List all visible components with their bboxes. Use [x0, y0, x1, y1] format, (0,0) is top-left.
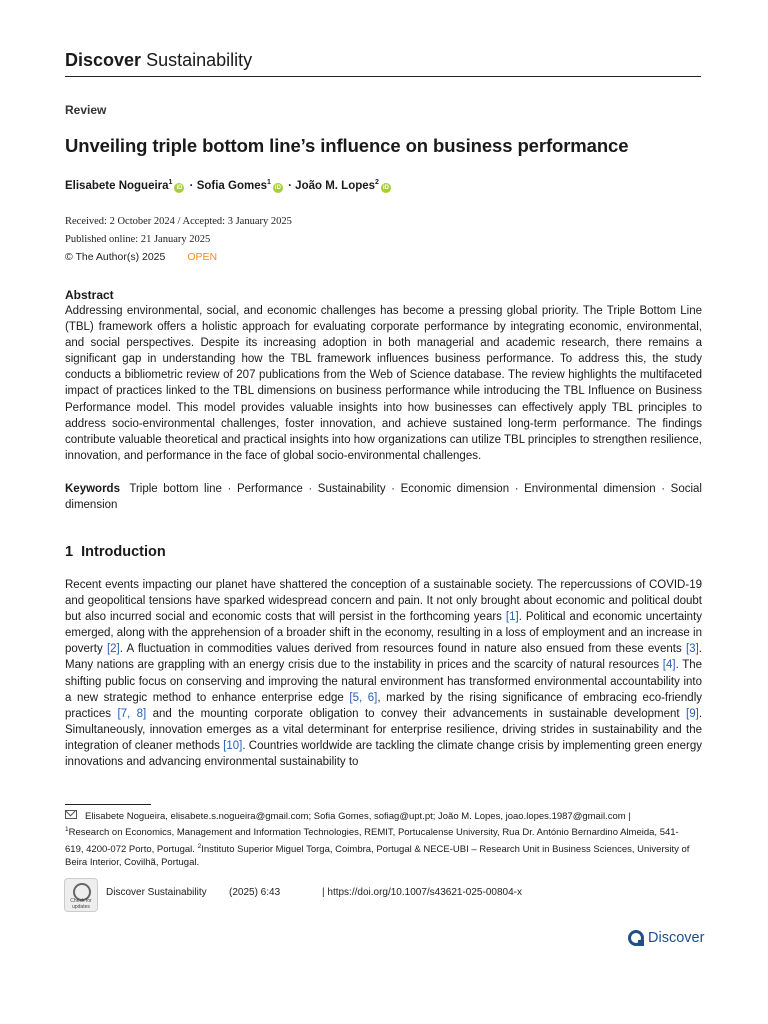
- author-name[interactable]: Elisabete Nogueira: [65, 179, 169, 192]
- citation-link[interactable]: [5, 6]: [349, 691, 378, 704]
- affiliation-2: Instituto Superior Miguel Torga, Coimbra, Portugal & NECE-UBI – Research Unit in Business Sciences, University of Beira Interior, Covilhã, Portugal.: [65, 843, 690, 868]
- citation-link[interactable]: [1]: [505, 611, 519, 624]
- section-title: Introduction: [81, 544, 166, 560]
- abstract-text: Addressing environmental, social, and economic challenges has become a pressing global priority. The Triple Bottom Line (TBL) framework offers a holistic approach for evaluating corporate performance by integrating economic, environmental, and social perspectives. Despite its increasing adoption in both managerial and academic research, there remains a significant gap in understanding how the TBL framework influences business performance. To address this, the study conducts a bibliometric review of 207 publications from the Web of Science database. The review highlights the multifaceted impact of practices linked to the TBL dimensions on business performance while introducing the TBL Influence on Business Performance model. This model provides valuable insights into how businesses can effectively apply TBL principles to address socio-environmental challenges, foster innovation, and achieve sustained long-term performance. The findings contribute valuable theoretical and practical insights into how organizations can utilize TBL principles to strengthen resilience, innovation, and performance in the face of global socio-environmental challenges.: [65, 305, 702, 462]
- footnote-rule: [65, 804, 151, 805]
- footer-journal: Discover Sustainability: [106, 887, 207, 898]
- discover-logo-icon: [628, 930, 644, 946]
- badge-text: Check for updates: [70, 898, 92, 910]
- author-separator: ·: [288, 179, 292, 192]
- journal-header: [65, 50, 252, 71]
- author-affil: 1: [267, 179, 271, 186]
- copyright-line: [65, 251, 217, 263]
- copyright-text: © The Author(s) 2025: [65, 251, 166, 263]
- author-name[interactable]: João M. Lopes: [295, 179, 376, 192]
- author-emails[interactable]: Elisabete Nogueira, elisabete.s.nogueira@gmail.com; Sofia Gomes, sofiag@upt.pt; João M. Lopes, joao.lopes.1987@gmail.com |: [85, 811, 631, 822]
- envelope-icon: [65, 810, 77, 819]
- orcid-icon[interactable]: iD: [176, 184, 183, 191]
- journal-name: Sustainability: [146, 50, 253, 70]
- orcid-icon[interactable]: iD: [382, 184, 389, 191]
- intro-text: . The shifting public focus on conserving and improving the natural environment has transformed environmental accountability into a new strategic method to enhance enterprise edge: [65, 659, 703, 704]
- intro-text: . Countries worldwide are tackling the climate change crisis by implementing green energy innovations and advancing environmental sustainability to: [65, 739, 702, 769]
- intro-text: Recent events impacting our planet have shattered the conception of a sustainable society. The repercussions of COVID-19 and geopolitical tensions have sparked widespread concern and pain. It not only brought about economic and political doubt but also incurred social and economic costs that will persist in the forthcoming years: [65, 579, 702, 624]
- journal-brand: Discover: [65, 50, 142, 70]
- open-access-badge: OPEN: [187, 251, 218, 263]
- introduction-paragraph: [65, 577, 702, 770]
- footer-doi-link[interactable]: | https://doi.org/10.1007/s43621-025-00804-x: [322, 887, 522, 898]
- affil-number: 1: [65, 826, 69, 834]
- intro-text: . Political and economic uncertainty emerged, along with the apprehension of a broader shift in the economy, resulting in a loss of employment and an increase in poverty: [65, 611, 703, 656]
- citation-link[interactable]: [10]: [223, 739, 243, 752]
- keywords-text: Triple bottom line · Performance · Sustainability · Economic dimension · Environmental dimension · Social dimension: [65, 483, 702, 512]
- received-accepted-dates: Received: 2 October 2024 / Accepted: 3 January 2025: [65, 216, 292, 227]
- intro-text: . A fluctuation in commodities values derived from resources found in nature also ensued from these events: [119, 643, 686, 656]
- check-for-updates-badge[interactable]: [64, 878, 98, 912]
- publisher-logo-text: Discover: [648, 930, 705, 946]
- header-rule: [65, 76, 701, 77]
- affiliation-1: Research on Economics, Management and Information Technologies, REMIT, Portucalense University, Rua Dr. António Bernardino Almeida, 541-619, 4200-072 Porto, Portugal.: [65, 827, 679, 855]
- publisher-logo: [628, 928, 704, 948]
- author-footnote: [65, 810, 695, 869]
- author-affil: 2: [375, 179, 379, 186]
- author-affil: 1: [168, 179, 173, 186]
- citation-link[interactable]: [9]: [686, 707, 699, 720]
- author-list: [65, 179, 393, 193]
- intro-text: and the mounting corporate obligation to convey their advancements in sustainable development: [146, 707, 687, 720]
- section-heading: [65, 544, 166, 560]
- keywords-label: Keywords: [65, 483, 120, 495]
- abstract-heading: Abstract: [65, 288, 114, 302]
- intro-text: , marked by the rising significance of embracing eco-friendly practices: [65, 691, 703, 720]
- citation-link[interactable]: [7, 8]: [117, 707, 147, 720]
- published-date: Published online: 21 January 2025: [65, 234, 211, 245]
- citation-link[interactable]: [2]: [106, 643, 120, 656]
- orcid-icon[interactable]: iD: [274, 184, 281, 191]
- citation-link[interactable]: [4]: [662, 659, 676, 672]
- author-separator: ·: [189, 179, 194, 192]
- keywords: [65, 481, 702, 513]
- footer-citation: (2025) 6:43: [229, 887, 281, 898]
- article-type: Review: [65, 103, 107, 117]
- intro-text: . Many nations are grappling with an energy crisis due to the instability in prices and the scarcity of natural resources: [65, 643, 702, 672]
- author-name[interactable]: Sofia Gomes: [196, 179, 268, 192]
- citation-link[interactable]: [3]: [685, 643, 699, 656]
- section-number: 1: [65, 544, 74, 560]
- article-title: Unveiling triple bottom line’s influence on business performance: [65, 135, 629, 156]
- affil-number: 2: [197, 842, 202, 850]
- intro-text: . Simultaneously, innovation emerges as a vital determinant for enterprise resilience, driving strides in sustainability and the integration of cleaner methods: [65, 707, 703, 752]
